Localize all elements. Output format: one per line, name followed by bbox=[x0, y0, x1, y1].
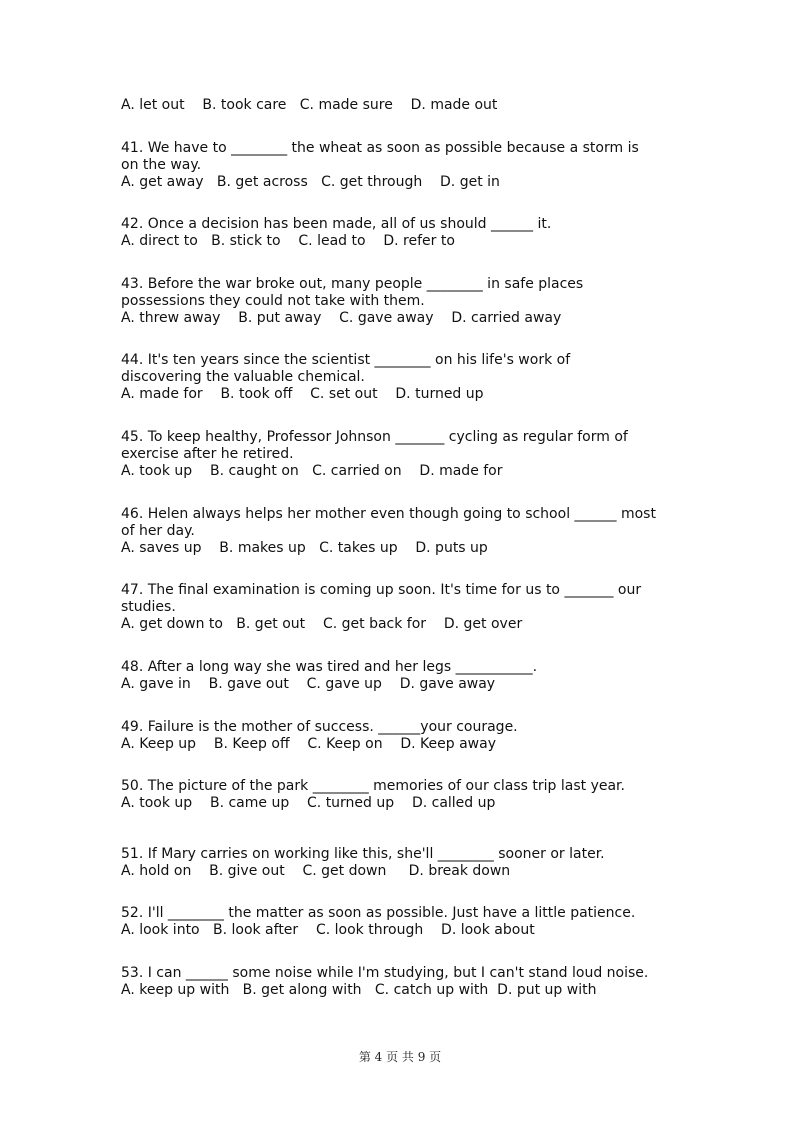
q46-stem-line-2: of her day. bbox=[121, 523, 195, 539]
q41-options: A. get away B. get across C. get through D. get in bbox=[121, 174, 500, 190]
q52-stem-line-1: 52. I'll ________ the matter as soon as possible. Just have a little patience. bbox=[121, 905, 636, 921]
q43-stem-line-2: possessions they could not take with them. bbox=[121, 293, 425, 309]
q46-stem-line-1: 46. Helen always helps her mother even though going to school ______ most bbox=[121, 506, 656, 522]
q47-options: A. get down to B. get out C. get back for D. get over bbox=[121, 616, 523, 632]
q42-options: A. direct to B. stick to C. lead to D. refer to bbox=[121, 233, 455, 249]
q48-stem-line-1: 48. After a long way she was tired and her legs ___________. bbox=[121, 659, 538, 675]
q53-options: A. keep up with B. get along with C. catch up with D. put up with bbox=[121, 982, 597, 998]
q44-options: A. made for B. took off C. set out D. turned up bbox=[121, 386, 484, 402]
q52-options: A. look into B. look after C. look through D. look about bbox=[121, 922, 535, 938]
q49-options: A. Keep up B. Keep off C. Keep on D. Keep away bbox=[121, 736, 496, 752]
q47-stem-line-2: studies. bbox=[121, 599, 176, 615]
q53-stem-line-1: 53. I can ______ some noise while I'm studying, but I can't stand loud noise. bbox=[121, 965, 649, 981]
q42-stem-line-1: 42. Once a decision has been made, all of us should ______ it. bbox=[121, 216, 552, 232]
q51-options: A. hold on B. give out C. get down D. break down bbox=[121, 863, 511, 879]
q45-stem-line-2: exercise after he retired. bbox=[121, 446, 294, 462]
q43-stem-line-1: 43. Before the war broke out, many people ________ in safe places bbox=[121, 276, 584, 292]
page-footer: 第 4 页 共 9 页 bbox=[358, 1050, 442, 1064]
q45-stem-line-1: 45. To keep healthy, Professor Johnson _______ cycling as regular form of bbox=[121, 429, 628, 445]
q40-options: A. let out B. took care C. made sure D. made out bbox=[121, 97, 498, 113]
q50-stem-line-1: 50. The picture of the park ________ memories of our class trip last year. bbox=[121, 778, 625, 794]
q41-stem-line-1: 41. We have to ________ the wheat as soon as possible because a storm is bbox=[121, 140, 639, 156]
q49-stem-line-1: 49. Failure is the mother of success. ______your courage. bbox=[121, 719, 518, 735]
q41-stem-line-2: on the way. bbox=[121, 157, 202, 173]
q47-stem-line-1: 47. The final examination is coming up soon. It's time for us to _______ our bbox=[121, 582, 642, 598]
q43-options: A. threw away B. put away C. gave away D. carried away bbox=[121, 310, 562, 326]
q51-stem-line-1: 51. If Mary carries on working like this, she'll ________ sooner or later. bbox=[121, 846, 605, 862]
q44-stem-line-2: discovering the valuable chemical. bbox=[121, 369, 365, 385]
q45-options: A. took up B. caught on C. carried on D. made for bbox=[121, 463, 503, 479]
q50-options: A. took up B. came up C. turned up D. called up bbox=[121, 795, 496, 811]
q44-stem-line-1: 44. It's ten years since the scientist ________ on his life's work of bbox=[121, 352, 571, 368]
q46-options: A. saves up B. makes up C. takes up D. puts up bbox=[121, 540, 488, 556]
q48-options: A. gave in B. gave out C. gave up D. gave away bbox=[121, 676, 496, 692]
